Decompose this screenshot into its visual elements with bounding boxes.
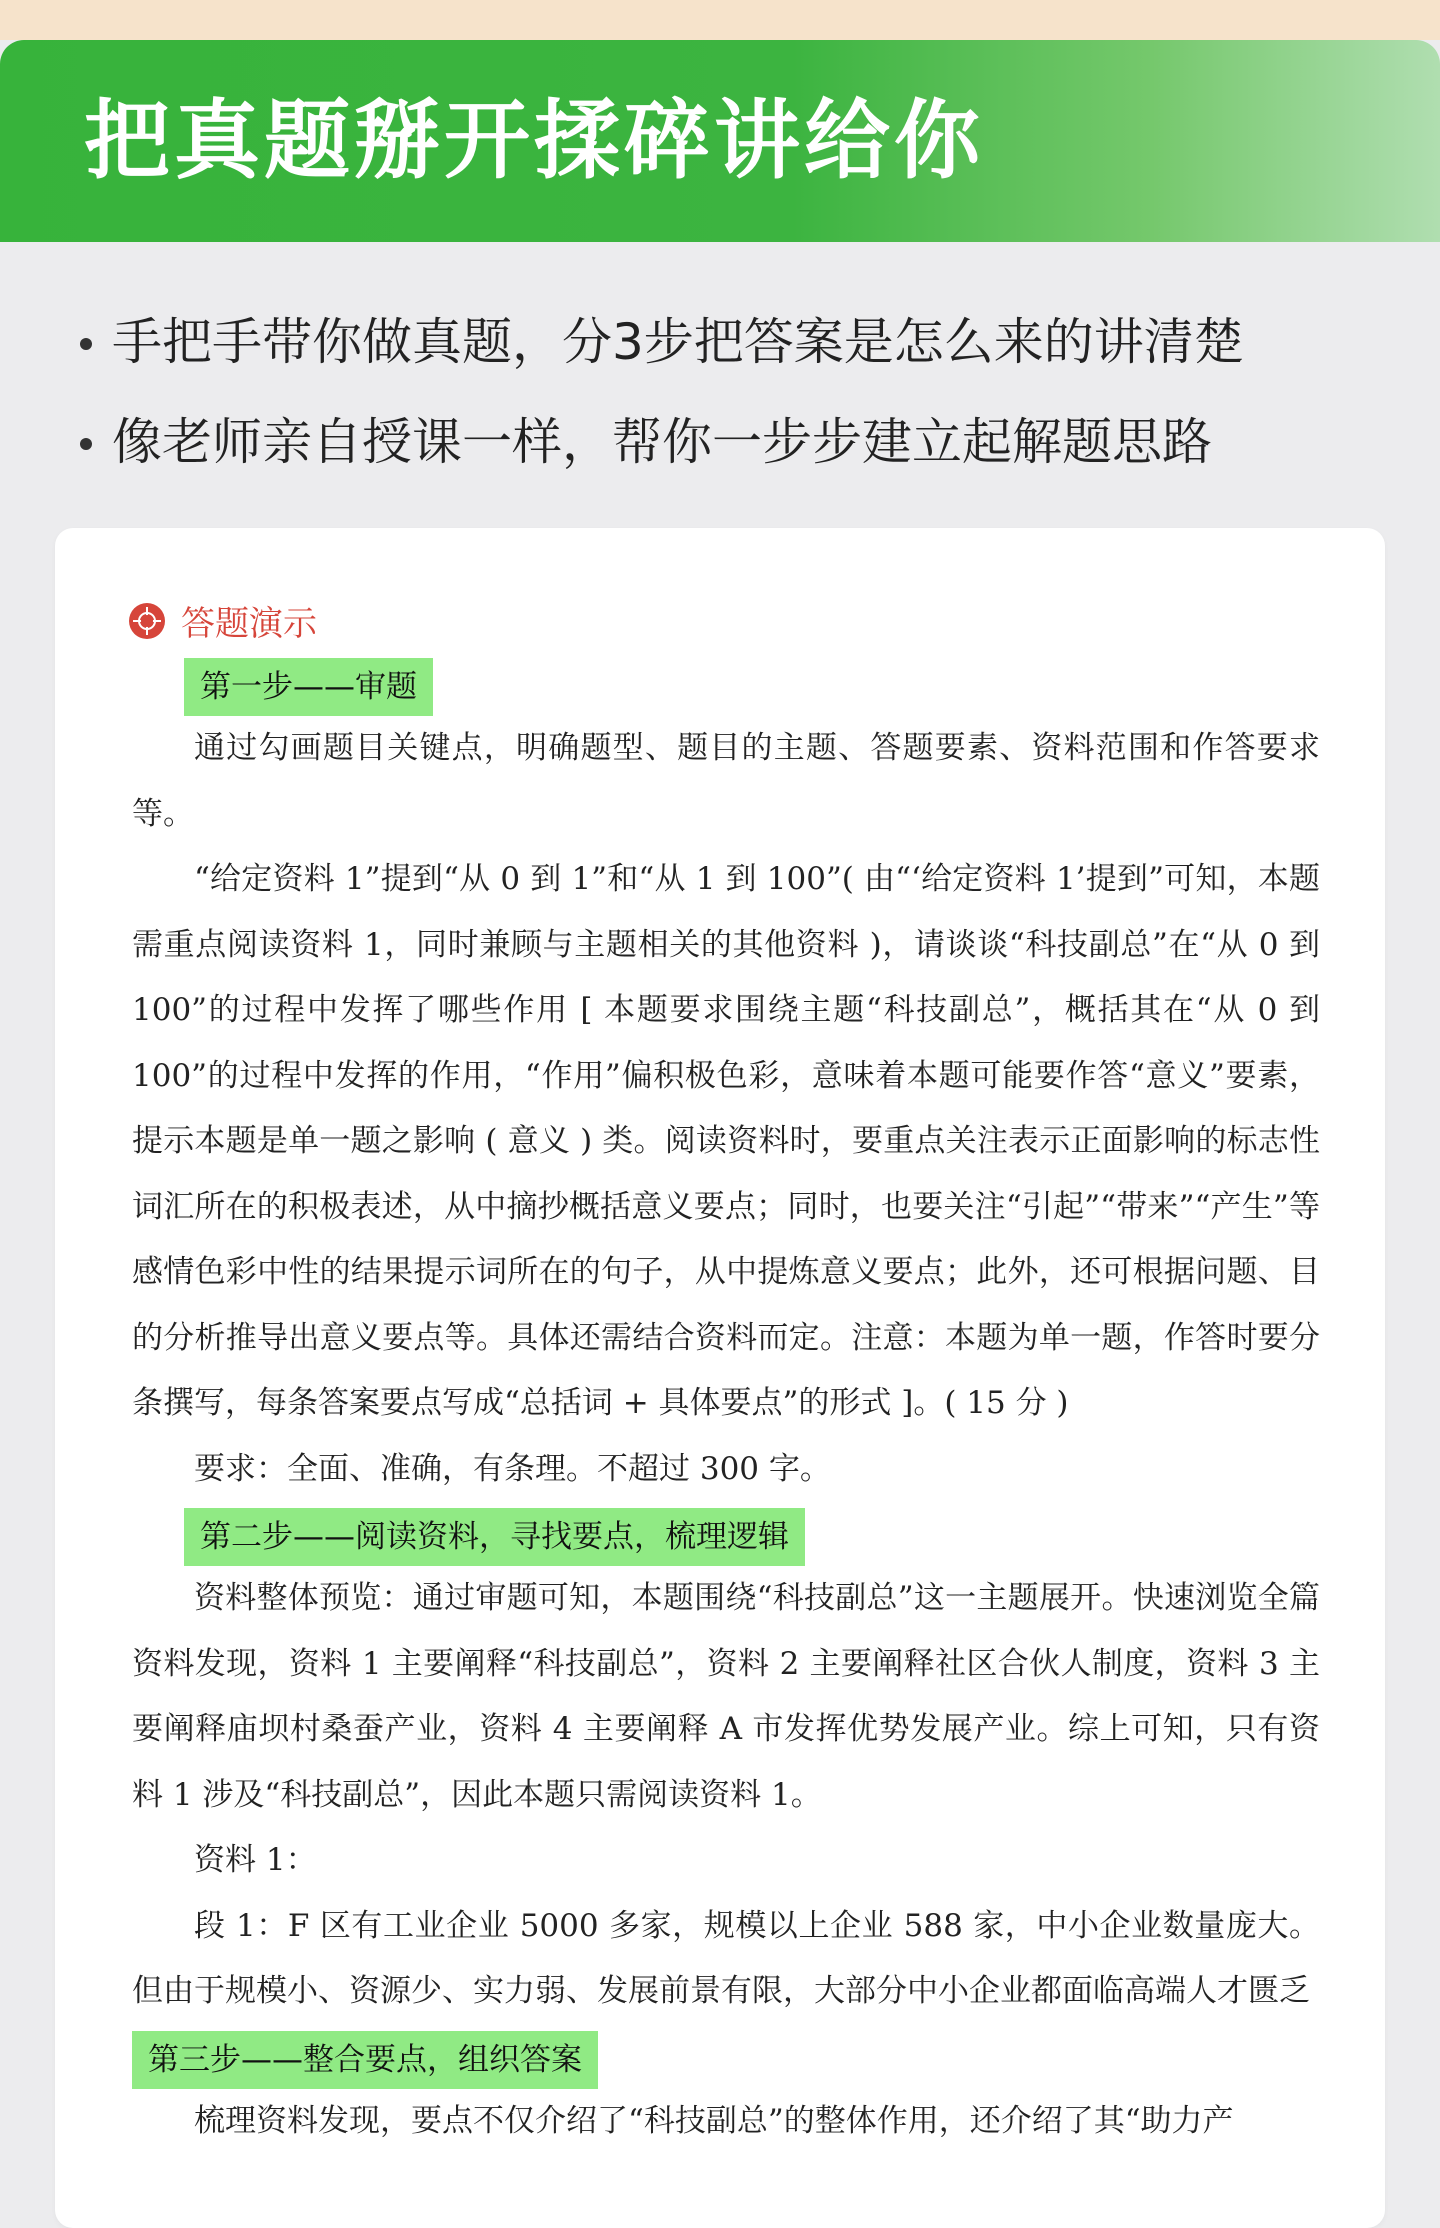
bullet-text: 像老师亲自授课一样，帮你一步步建立起解题思路 xyxy=(112,413,1212,471)
bullet-item xyxy=(76,292,1244,392)
step2-paragraph: 资料 1： xyxy=(194,1842,317,1878)
step1-paragraph: 通过勾画题目关键点，明确题型、题目的主题、答题要素、资料范围和作答要求等。 xyxy=(132,730,1320,832)
gear-icon xyxy=(129,603,165,639)
feature-bullets xyxy=(76,292,1244,492)
section-title: 答题演示 xyxy=(181,604,317,644)
step1-paragraph: “给定资料 1”提到“从 0 到 1”和“从 1 到 100”( 由“‘给定资料 1’提到”可知，本题需重点阅读资料 1，同时兼顾与主题相关的其他资料 )，请谈谈“科技副总”在“从 0 到 100”的过程中发挥了哪些作用 [ 本题要求围绕主题“科技副总”，概括其在“从 0 到 100”的过程中发挥的作用，“作用”偏积极色彩，意味着本题可能要作答“意义”要素，提示本题是单一题之影响 ( 意义 ) 类。阅读资料时，要重点关注表示正面影响的标志性词汇所在的积极表述，从中摘抄概括意义要点；同时，也要关注“引起”“带来”“产生”等感情色彩中性的结果提示词所在的句子，从中提炼意义要点；此外，还可根据问题、目的分析推导出意义要点等。具体还需结合资料而定。注意：本题为单一题，作答时要分条撰写，每条答案要点写成“总括词 + 具体要点”的形式 ]。( 15 分 ) xyxy=(132,861,1320,1421)
bullet-text: 手把手带你做真题，分3步把答案是怎么来的讲清楚 xyxy=(112,313,1244,371)
demo-content xyxy=(132,658,1320,2154)
step3-paragraph: 梳理资料发现，要点不仅介绍了“科技副总”的整体作用，还介绍了其“助力产 xyxy=(194,2102,1234,2139)
step2-label: 第二步——阅读资料，寻找要点，梳理逻辑 xyxy=(184,1508,805,1566)
step1-label: 第一步——审题 xyxy=(184,658,433,716)
bullet-item xyxy=(76,392,1244,492)
section-header xyxy=(129,596,317,645)
demo-card xyxy=(55,528,1385,2228)
step3-label: 第三步——整合要点，组织答案 xyxy=(132,2031,598,2089)
title-banner xyxy=(0,40,1440,242)
bullet-dot-icon xyxy=(80,338,92,350)
top-strip xyxy=(0,0,1440,40)
banner-title: 把真题掰开揉碎讲给你 xyxy=(84,91,984,191)
step2-paragraph: 资料整体预览：通过审题可知，本题围绕“科技副总”这一主题展开。快速浏览全篇资料发现，资料 1 主要阐释“科技副总”，资料 2 主要阐释社区合伙人制度，资料 3 主要阐释庙坝村桑蚕产业，资料 4 主要阐释 A 市发挥优势发展产业。综上可知，只有资料 1 涉及“科技副总”，因此本题只需阅读资料 1。 xyxy=(132,1580,1320,1813)
step2-paragraph: 段 1：F 区有工业企业 5000 多家，规模以上企业 588 家，中小企业数量庞大。但由于规模小、资源少、实力弱、发展前景有限，大部分中小企业都面临高端人才匮乏 xyxy=(132,1907,1320,2009)
bullet-dot-icon xyxy=(80,438,92,450)
step1-paragraph: 要求：全面、准确，有条理。不超过 300 字。 xyxy=(194,1450,831,1487)
